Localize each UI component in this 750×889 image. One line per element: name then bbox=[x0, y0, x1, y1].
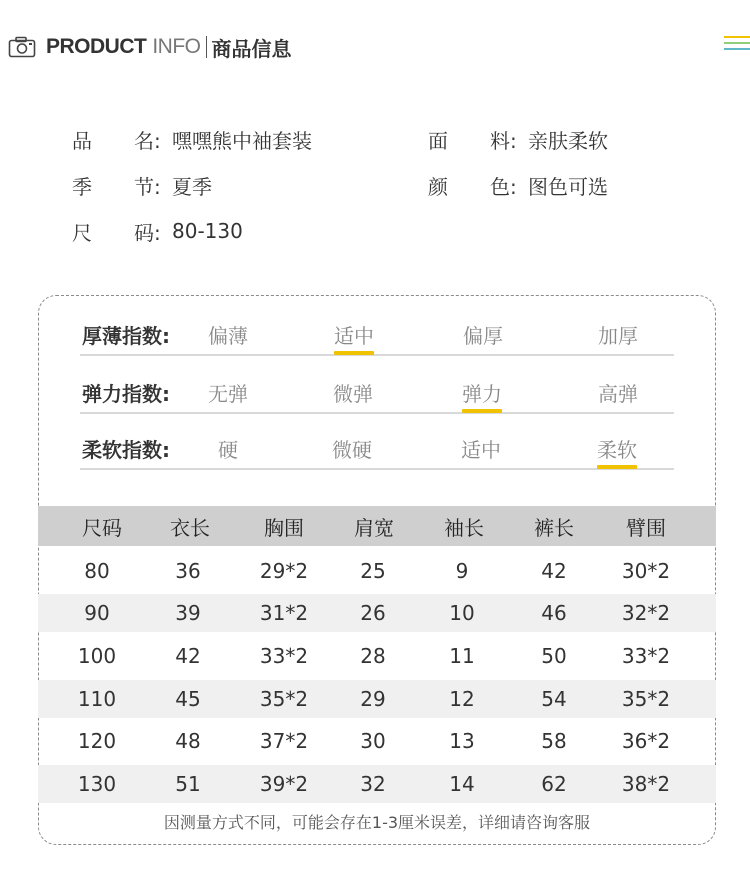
header-cell: 臂围 bbox=[626, 515, 666, 540]
index-label: 柔软指数: bbox=[82, 438, 170, 462]
info-value-size: 80-130 bbox=[172, 219, 243, 243]
table-cell: 50 bbox=[541, 644, 567, 668]
table-row bbox=[38, 637, 716, 675]
index-option-text: 弹力 bbox=[462, 382, 502, 406]
header-cell: 尺码 bbox=[82, 515, 122, 540]
index-option: 微弹 bbox=[333, 382, 373, 406]
menu-icon[interactable] bbox=[724, 36, 750, 54]
table-cell: 12 bbox=[449, 687, 475, 711]
index-row-thickness bbox=[80, 312, 674, 356]
info-label: 码: bbox=[134, 220, 161, 245]
index-option-text: 柔软 bbox=[597, 438, 637, 462]
camera-icon bbox=[8, 36, 36, 58]
table-row bbox=[38, 722, 716, 760]
table-header bbox=[38, 506, 716, 546]
index-label: 厚薄指数: bbox=[82, 324, 170, 348]
index-option: 高弹 bbox=[598, 382, 638, 406]
table-cell: 120 bbox=[77, 729, 117, 753]
table-cell: 130 bbox=[77, 772, 117, 796]
table-cell: 58 bbox=[541, 729, 567, 753]
table-cell: 54 bbox=[541, 687, 567, 711]
table-cell: 90 bbox=[84, 601, 110, 625]
header-cell: 胸围 bbox=[264, 515, 304, 540]
header-cell: 袖长 bbox=[444, 515, 484, 540]
selected-underline bbox=[462, 409, 502, 413]
info-label: 料: bbox=[490, 128, 517, 153]
index-option: 加厚 bbox=[598, 324, 638, 348]
header-cell: 衣长 bbox=[170, 515, 210, 540]
index-option: 无弹 bbox=[208, 382, 248, 406]
table-cell: 37*2 bbox=[259, 729, 309, 753]
table-cell: 110 bbox=[77, 687, 117, 711]
header-title-product: PRODUCT bbox=[46, 35, 147, 58]
table-cell: 39 bbox=[175, 601, 201, 625]
table-cell: 14 bbox=[449, 772, 475, 796]
header-divider bbox=[206, 36, 207, 58]
info-label: 色: bbox=[490, 174, 517, 199]
table-cell: 100 bbox=[77, 644, 117, 668]
info-label: 节: bbox=[134, 174, 161, 199]
index-option: 硬 bbox=[218, 438, 238, 462]
table-cell: 36*2 bbox=[621, 729, 671, 753]
menu-line bbox=[724, 48, 750, 50]
header-cell: 裤长 bbox=[534, 515, 574, 540]
table-cell: 32*2 bbox=[621, 601, 671, 625]
table-cell: 11 bbox=[449, 644, 475, 668]
selected-underline bbox=[334, 351, 374, 355]
index-option: 适中 bbox=[461, 438, 501, 462]
index-option-selected bbox=[334, 320, 374, 349]
index-option: 偏厚 bbox=[463, 324, 503, 348]
info-value-name: 嘿嘿熊中袖套装 bbox=[172, 128, 312, 153]
table-cell: 38*2 bbox=[621, 772, 671, 796]
page-header bbox=[8, 30, 292, 64]
table-cell: 42 bbox=[175, 644, 201, 668]
index-option-selected bbox=[462, 378, 502, 407]
index-option-text: 适中 bbox=[334, 324, 374, 348]
table-row bbox=[38, 594, 716, 632]
info-label: 名: bbox=[134, 128, 161, 153]
menu-line bbox=[724, 42, 750, 44]
info-label: 季 bbox=[72, 174, 92, 199]
table-cell: 80 bbox=[84, 559, 110, 583]
table-cell: 30 bbox=[360, 729, 386, 753]
table-cell: 35*2 bbox=[621, 687, 671, 711]
index-row-elasticity bbox=[80, 370, 674, 414]
table-cell: 32 bbox=[360, 772, 386, 796]
measurement-note: 因测量方式不同，可能会存在1-3厘米误差，详细请咨询客服 bbox=[163, 813, 591, 832]
table-cell: 29 bbox=[360, 687, 386, 711]
table-row bbox=[38, 765, 716, 803]
index-label: 弹力指数: bbox=[82, 382, 170, 406]
table-cell: 29*2 bbox=[259, 559, 309, 583]
table-cell: 39*2 bbox=[259, 772, 309, 796]
table-cell: 45 bbox=[175, 687, 201, 711]
table-cell: 33*2 bbox=[259, 644, 309, 668]
table-cell: 26 bbox=[360, 601, 386, 625]
info-value-color: 图色可选 bbox=[528, 174, 608, 199]
table-row bbox=[38, 680, 716, 718]
menu-line bbox=[724, 36, 750, 38]
index-row-softness bbox=[80, 426, 674, 470]
table-cell: 48 bbox=[175, 729, 201, 753]
index-option: 偏薄 bbox=[208, 324, 248, 348]
table-cell: 30*2 bbox=[621, 559, 671, 583]
info-label: 面 bbox=[428, 128, 448, 153]
info-label: 颜 bbox=[428, 174, 448, 199]
selected-underline bbox=[597, 465, 637, 469]
table-cell: 9 bbox=[455, 559, 469, 583]
table-cell: 33*2 bbox=[621, 644, 671, 668]
table-cell: 42 bbox=[541, 559, 567, 583]
table-cell: 36 bbox=[175, 559, 201, 583]
table-cell: 10 bbox=[449, 601, 475, 625]
header-title-cn: 商品信息 bbox=[211, 36, 292, 61]
header-title-info: INFO bbox=[152, 35, 201, 58]
header-cell: 肩宽 bbox=[354, 515, 394, 540]
info-value-fabric: 亲肤柔软 bbox=[528, 128, 608, 153]
table-cell: 46 bbox=[541, 601, 567, 625]
table-cell: 51 bbox=[175, 772, 201, 796]
table-cell: 35*2 bbox=[259, 687, 309, 711]
table-cell: 31*2 bbox=[259, 601, 309, 625]
info-value-season: 夏季 bbox=[172, 174, 212, 199]
index-option: 微硬 bbox=[332, 438, 372, 462]
table-cell: 25 bbox=[360, 559, 386, 583]
table-cell: 13 bbox=[449, 729, 475, 753]
info-label: 品 bbox=[72, 128, 92, 153]
info-label: 尺 bbox=[72, 220, 92, 245]
table-cell: 28 bbox=[360, 644, 386, 668]
table-row bbox=[38, 552, 716, 590]
index-option-selected bbox=[597, 434, 637, 463]
table-cell: 62 bbox=[541, 772, 567, 796]
